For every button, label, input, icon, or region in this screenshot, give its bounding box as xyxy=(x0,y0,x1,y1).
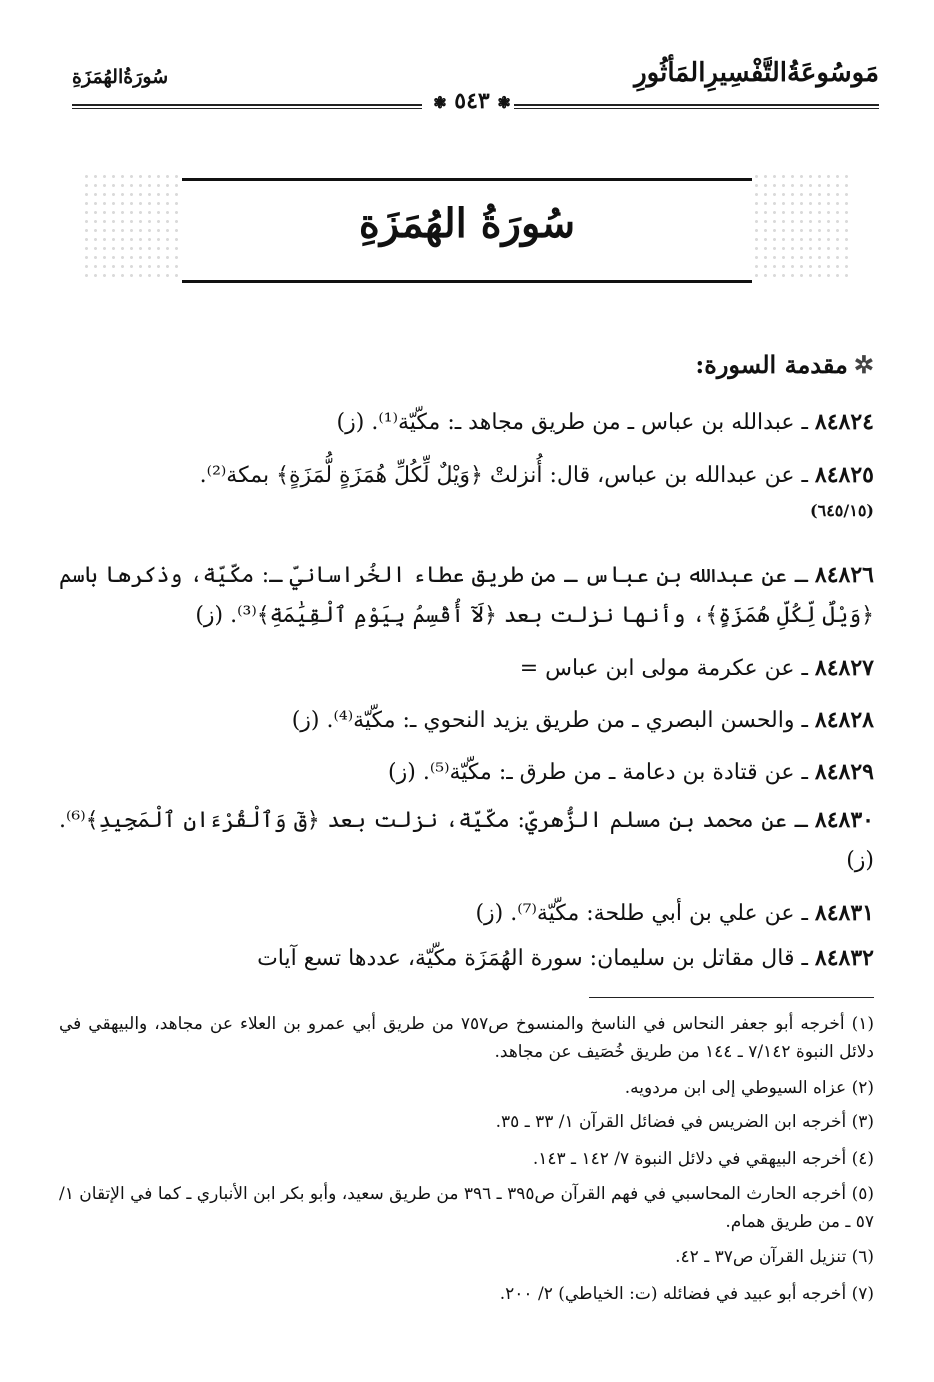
entry-number: ٨٤٨٣٠ xyxy=(814,807,874,833)
title-rule-bottom xyxy=(182,280,752,283)
floral-decoration-left xyxy=(82,172,182,282)
footnote-separator xyxy=(589,997,874,998)
entry-number: ٨٤٨٣١ xyxy=(814,900,874,926)
ornament-icon: ❃ xyxy=(497,93,511,112)
list-item xyxy=(59,402,874,443)
entry-number: ٨٤٨٣٢ xyxy=(814,945,874,971)
volume-page-reference: (٦٤٥/١٥) xyxy=(810,501,874,520)
list-item xyxy=(59,938,874,979)
entry-text: ـ عن علي بن أبي طلحة: مكّيّة⁽⁷⁾. (ز) xyxy=(475,901,815,926)
entry-number: ٨٤٨٢٧ xyxy=(814,655,874,681)
list-item xyxy=(59,700,874,741)
star-icon: ✲ xyxy=(853,350,874,379)
entry-text: ـ والحسن البصري ـ من طريق يزيد النحوي ـ: مكّيّة⁽⁴⁾. (ز) xyxy=(291,708,815,733)
entry-text: ـ عن قتادة بن دعامة ـ من طرق ـ: مكّيّة⁽⁵⁾. (ز) xyxy=(388,760,815,785)
footnote: (٢) عزاه السيوطي إلى ابن مردويه. xyxy=(624,1078,874,1098)
entry-text: ـ عن محمد بن مسلم الزُّهريّ: مكّيّة، نزلت بعد ﴿قٓ وَٱلْقُرْءَانِ ٱلْمَجِيدِ﴾⁽⁶⁾. (ز) xyxy=(59,808,874,873)
footnote: (٥) أخرجه الحارث المحاسبي في فهم القرآن ص٣٩٥ ـ ٣٩٦ من طريق سعيد، وأبو بكر ابن الأنباري ـ كما في الإتقان ١/ ٥٧ ـ من طريق همام. xyxy=(59,1184,874,1232)
footnote: (٧) أخرجه أبو عبيد في فضائله (ت: الخياطي) ٢/ ٢٠٠. xyxy=(499,1284,874,1304)
list-item xyxy=(59,800,874,881)
entry-text: ـ قال مقاتل بن سليمان: سورة الهُمَزَة مكّيّة، عددها تسع آيات xyxy=(257,946,815,971)
section-heading-text: مقدمة السورة: xyxy=(695,350,848,379)
title-rule-top xyxy=(182,178,752,181)
header-rule-right xyxy=(514,104,879,106)
book-title: مَوسُوعَةُالتَّفْسِيرِالمَأثُورِ xyxy=(634,58,879,88)
footnote: (١) أخرجه أبو جعفر النحاس في الناسخ والمنسوخ ص٧٥٧ من طريق أبي عمرو بن العلاء عن مجاهد، والبيهقي في دلائل النبوة ٧/١٤٢ ـ ١٤٤ من طريق خُصَيف عن مجاهد. xyxy=(59,1014,874,1062)
entry-number: ٨٤٨٢٦ xyxy=(814,562,874,588)
entry-number: ٨٤٨٢٨ xyxy=(814,707,874,733)
entry-text: ـ عن عبدالله بن عباس ـ من طريق عطاء الخُراسانيّ ـ: مكّيّة، وذكرها باسم ﴿وَيْلٌ لِّكُلِّ هُمَزَةٍ﴾، وأنها نزلت بعد ﴿لَآ أُقْسِمُ بِيَوْمِ ٱلْقِيَٰمَةِ﴾⁽³⁾. (ز) xyxy=(59,563,874,628)
page-number xyxy=(412,88,532,114)
entry-text: ـ عن عبدالله بن عباس، قال: أُنزلتْ ﴿وَيْلٌ لِّكُلِّ هُمَزَةٍ لُّمَزَةٍ﴾ بمكة⁽²⁾. xyxy=(199,463,815,488)
entry-text: ـ عبدالله بن عباس ـ من طريق مجاهد ـ: مكّيّة⁽¹⁾. (ز) xyxy=(336,410,815,435)
entry-text: ـ عن عكرمة مولى ابن عباس = xyxy=(519,656,815,681)
footnote: (٤) أخرجه البيهقي في دلائل النبوة ٧/ ١٤٢ ـ ١٤٣. xyxy=(532,1149,874,1169)
ornament-icon: ❃ xyxy=(433,93,447,112)
list-item xyxy=(59,648,874,689)
footnote: (٦) تنزيل القرآن ص٣٧ ـ ٤٢. xyxy=(675,1247,874,1267)
floral-decoration-right xyxy=(752,172,852,282)
list-item xyxy=(59,752,874,793)
list-item xyxy=(59,555,874,636)
running-sura-name: سُورَةُالهُمَزَةِ xyxy=(72,66,169,88)
page-number-value: ٥٤٣ xyxy=(454,88,490,114)
header-rule-left xyxy=(72,104,422,106)
entry-number: ٨٤٨٢٥ xyxy=(814,462,874,488)
entry-number: ٨٤٨٢٩ xyxy=(814,759,874,785)
list-item xyxy=(59,893,874,934)
entry-number: ٨٤٨٢٤ xyxy=(814,409,874,435)
section-heading xyxy=(695,350,874,379)
footnote: (٣) أخرجه ابن الضريس في فضائل القرآن ١/ ٣٣ ـ ٣٥. xyxy=(495,1112,874,1132)
list-item xyxy=(59,455,874,526)
sura-title: سُورَةُ الهُمَزَةِ xyxy=(358,200,576,247)
